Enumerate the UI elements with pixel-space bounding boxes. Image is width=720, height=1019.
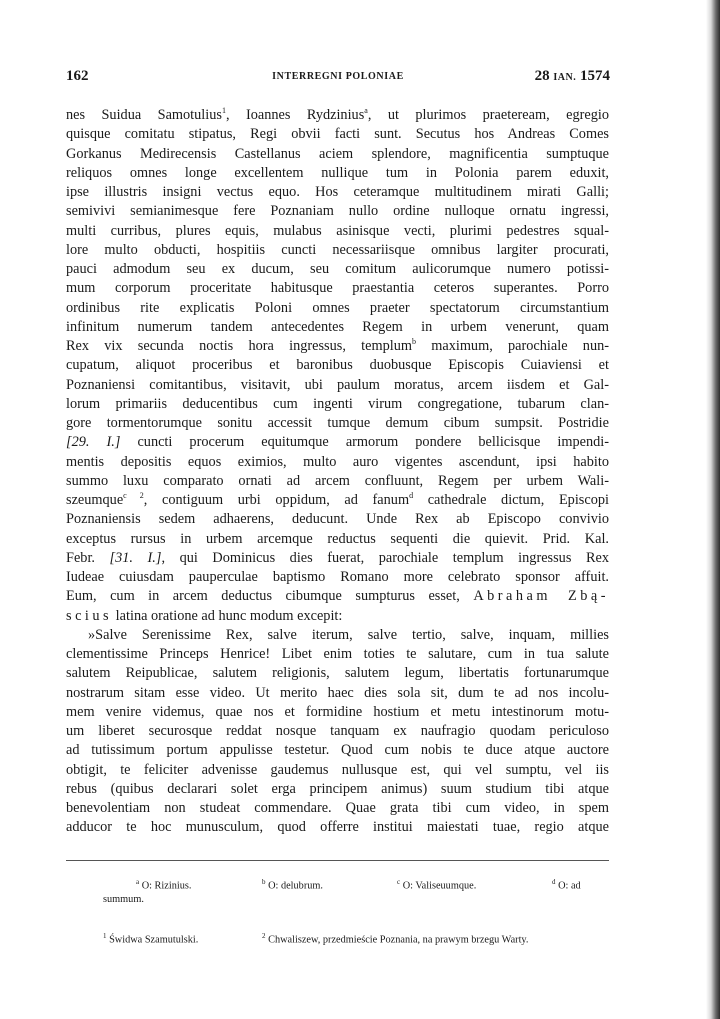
text-run: cuncti procerum equitumque armorum pondere bellicisque impendi- <box>120 434 609 451</box>
text-run: maximum, parochiale nun- <box>415 338 609 354</box>
footnote-ref: c 2 <box>123 491 144 501</box>
text-line: summo luxu comparato ornati ad arcem confluunt, Regem per urbem Wali- <box>66 472 609 489</box>
running-title: INTERREGNI POLONIAE <box>272 71 404 82</box>
text-line: multi curribus, plures equis, mulabus asinisque vecti, plurimi pedestres squal- <box>66 222 609 239</box>
date-year: 1574 <box>580 68 610 84</box>
text-run: , ut plurimos praeteream, egregio <box>367 107 609 123</box>
text-line: ordinibus rite explicatis Poloni omnes praeter spectatorum circumstantium <box>66 299 609 316</box>
footnote-text: O: Valiseuumque. <box>402 880 477 892</box>
speaker-name: scius <box>66 607 113 624</box>
text-run: latina oratione ad hunc modum excepit: <box>112 607 343 624</box>
text-line <box>66 491 609 510</box>
text-line: mum corporum proceritate habitusque praestantia ceteros superantes. Porro <box>66 280 609 297</box>
text-line: ad tutissimum portum appulisse testetur. Quod cum nobis te duce atque auctore <box>66 742 609 759</box>
text-line: infinitum numerum tandem antecedentes Regem in urbem venerunt, quam <box>66 318 609 335</box>
footnote-2 <box>262 932 529 945</box>
footnote-d-continued: summum. <box>103 894 144 905</box>
text-line: obtigit, te feliciter advenisse gaudemus nullusque est, qui vel sumptu, vel iis <box>66 761 609 778</box>
footnote-mark: d <box>552 878 556 886</box>
footnote-text: O: Rizinius. <box>141 880 192 892</box>
text-line: salutem Reipublicae, salutem religionis, salutem legum, libertatis fortunarumque <box>66 665 609 682</box>
text-line: »Salve Serenissime Rex, salve iterum, salve tertio, salve, inquam, millies <box>88 626 609 643</box>
footnote-ref: 1 <box>221 106 226 116</box>
text-line: um liberet securosque reddat nosque tanquam ex naufragio quodam periculoso <box>66 723 609 739</box>
text-line <box>66 337 609 356</box>
text-run: nes Suidua Samotulius <box>66 107 222 123</box>
text-line: lorum primariis deducentibus cum ingenti virum congregatione, tubarum clan- <box>66 395 609 412</box>
footnote-text: Świdwa Szamutulski. <box>109 934 199 946</box>
text-line <box>66 607 609 626</box>
text-line: cupatum, aliquot proceribus et baronibus duobusque Episcopis Cuiaviensi et <box>66 357 609 374</box>
main-text <box>66 106 609 838</box>
date-month: IAN. <box>553 72 577 83</box>
text-line: Gorkanus Medirecensis Castellanus aciem splendore, magnificentia sumptuque <box>66 145 609 162</box>
running-header <box>66 68 610 90</box>
text-line: mem venire videmus, quae nos et formidine hostium et metu intestinorum motu- <box>66 703 609 720</box>
footnote-1 <box>103 932 198 945</box>
text-line: Poznaniensis sedem adhaerens, deducunt. Unde Rex ab Episcopo convivio <box>66 511 609 528</box>
text-line: Iudeae cuiusdam pauperculae baptismo Romano more celebrato sponsor affuit. <box>66 569 609 585</box>
date-heading <box>535 68 610 85</box>
text-run: Febr. <box>66 549 110 566</box>
footnote-ref: a <box>364 106 368 116</box>
text-line: rebus (quibus declarari solet erga principem animus) suum studium tibi atque <box>66 780 609 797</box>
text-run: Rex vix secunda noctis hora ingressus, templum <box>66 338 412 354</box>
text-line: Poznaniensi comitantibus, visitavit, ubi paulum moratus, arcem iisdem et Gal- <box>66 376 609 393</box>
text-line <box>66 587 609 606</box>
footnote-mark: b <box>262 878 266 886</box>
text-line <box>66 549 609 568</box>
footnote-mark: a <box>136 878 140 886</box>
page-number: 162 <box>66 68 89 84</box>
text-line: mentis depositis equos eximios, multo auro vigentes ascendunt, ipsi habito <box>66 453 609 470</box>
text-line: exceptus rursus in urbem arcemque reductus sequenti die quievit. Prid. Kal. <box>66 530 609 547</box>
text-line: nostrarum sitam esse video. Ut merito haec dies sola sit, dum te ad nos incolu- <box>66 684 609 701</box>
text-run: Eum, cum in arcem deductus cibumque sumpturus esset, <box>66 588 474 605</box>
footnote-mark: 2 <box>262 932 266 940</box>
footnote-c <box>397 878 476 891</box>
footnote-a <box>136 878 191 891</box>
footnote-text: Chwaliszew, przedmieście Poznania, na prawym brzegu Warty. <box>268 934 529 946</box>
text-line: gore tormentorumque sonitu accessit tumque demum cibum sumpsit. Postridie <box>66 415 609 431</box>
text-line: ipse illustris insigni vectus equo. Hos ceteramque multitudinem mirati Galli; <box>66 184 609 200</box>
text-run: szeumque <box>66 492 124 508</box>
text-line: pauci admodum seu ex ducum, seu comitum aulicorumque numero potissi- <box>66 261 609 277</box>
date-marginal: [29. I.] <box>66 434 121 451</box>
footnote-divider <box>66 860 609 861</box>
text-run: , Ioannes Rydzinius <box>225 107 365 123</box>
text-line: semivivi semianimesque fere Poznaniam nullo ordine nulloque ornatu ingressi, <box>66 203 609 220</box>
text-line: adducor te hoc munusculum, quod offerre institui maiestati tuae, regio atque <box>66 819 609 836</box>
text-line <box>66 106 609 125</box>
text-line <box>66 433 609 452</box>
footnote-text: O: ad <box>558 880 581 892</box>
date-marginal: [31. I.] <box>109 549 162 566</box>
text-line: lore multo obducti, hospitiis cuncti necessariisque omnibus largiter procurati, <box>66 241 609 258</box>
footnote-mark: 1 <box>103 932 107 940</box>
footnote-ref: b <box>411 337 416 347</box>
text-run: , qui Dominicus dies fuerat, parochiale templum ingressus Rex <box>161 549 609 566</box>
text-line: benevolentiam non studeat commendare. Quae grata tibi cum video, in spem <box>66 800 609 816</box>
speaker-name: Abraham Zbą- <box>473 588 609 605</box>
text-line: reliquos omnes longe excellentem nullique tum in Polonia parem eduxit, <box>66 164 609 181</box>
footnote-text: O: delubrum. <box>268 880 323 892</box>
scan-page-edge <box>706 0 720 1019</box>
footnote-b <box>262 878 323 891</box>
footnote-mark: c <box>397 878 401 886</box>
footnote-d <box>552 878 581 891</box>
text-line: clementissime Princeps Henrice! Libet enim toties te salutare, cum in tua salute <box>66 646 609 662</box>
footnote-ref: d <box>409 491 414 501</box>
text-line: quisque comitatu stipatus, Regi obvii facti sunt. Secutus hos Andreas Comes <box>66 126 609 143</box>
text-run: , contiguum urbi oppidum, ad fanum <box>143 492 410 508</box>
date-day: 28 <box>534 68 550 84</box>
text-run: cathedrale dictum, Episcopi <box>413 492 609 508</box>
